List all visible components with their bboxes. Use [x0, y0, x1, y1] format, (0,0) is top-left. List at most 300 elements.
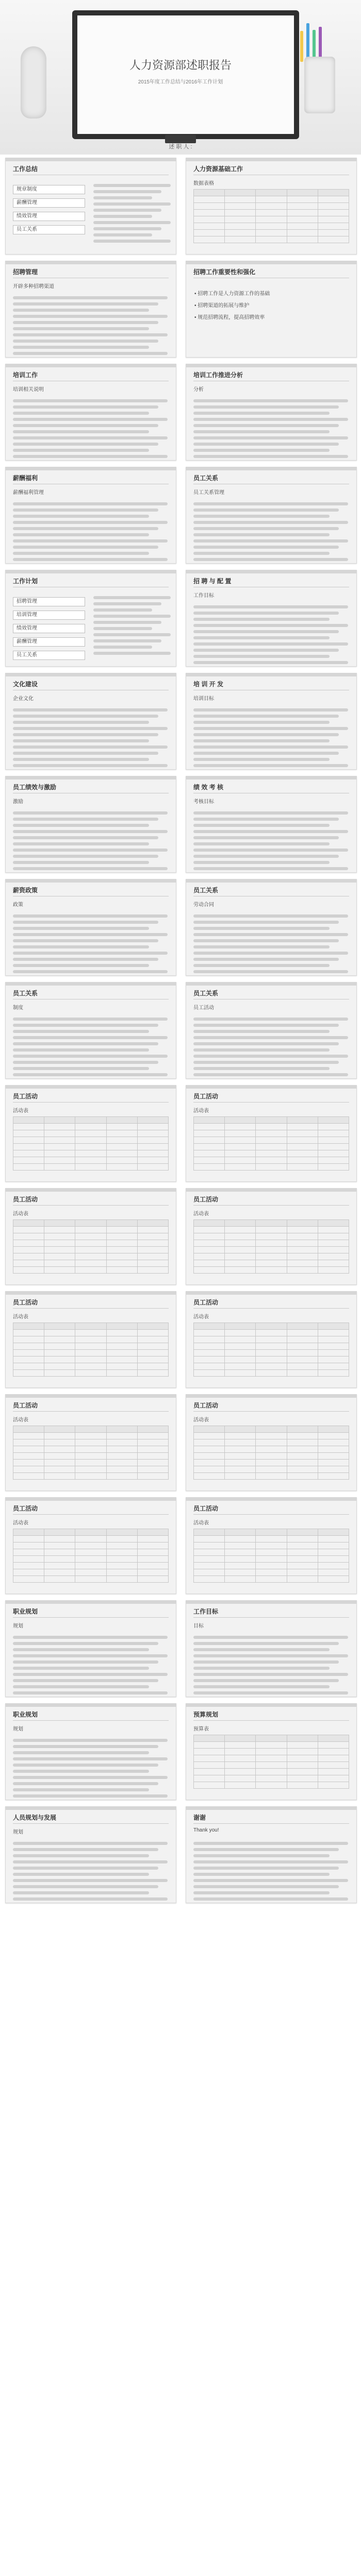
table-cell [225, 210, 256, 216]
table-cell [44, 1569, 75, 1576]
table-cell [318, 223, 349, 230]
table-cell [137, 1150, 168, 1157]
text-line [93, 627, 152, 630]
table-cell [194, 1556, 225, 1563]
table-cell [256, 1240, 287, 1247]
divider [13, 1823, 169, 1824]
table-cell [106, 1556, 137, 1563]
table-cell [318, 1563, 349, 1569]
slide-title: 文化建设 [13, 681, 38, 688]
table-cell [225, 1350, 256, 1357]
text-lines [193, 1014, 348, 1079]
text-line [193, 1848, 339, 1851]
text-line [13, 424, 158, 427]
table-cell [137, 1144, 168, 1150]
table-cell [137, 1370, 168, 1377]
table-cell [13, 1220, 44, 1227]
table-cell [318, 1357, 349, 1363]
table-row [194, 1563, 349, 1569]
slide-22 [186, 1188, 357, 1285]
divider [193, 1720, 349, 1721]
text-line [13, 449, 149, 452]
text-line [193, 939, 339, 942]
slide-28 [186, 1497, 357, 1594]
table-row [13, 1117, 169, 1124]
text-line [13, 455, 168, 458]
table-cell [225, 1569, 256, 1576]
table-cell [75, 1549, 106, 1556]
slide-top-band [6, 1601, 176, 1604]
text-line [193, 849, 348, 852]
table-cell [106, 1543, 137, 1549]
slide-top-band [186, 1189, 356, 1192]
slide-1 [5, 158, 176, 255]
text-line [13, 430, 149, 433]
slide-23 [5, 1291, 176, 1388]
text-line [13, 739, 149, 742]
table-cell [225, 1233, 256, 1240]
table-row [194, 1543, 349, 1549]
text-lines [93, 181, 171, 246]
table-cell [106, 1164, 137, 1171]
slide-29 [5, 1600, 176, 1697]
table-cell [13, 1466, 44, 1473]
table-row [13, 1446, 169, 1453]
slide-top-band [6, 261, 176, 264]
table-cell [44, 1150, 75, 1157]
table-cell [44, 1549, 75, 1556]
table-cell [44, 1124, 75, 1130]
text-lines [13, 499, 168, 564]
text-line [193, 642, 348, 646]
text-line [13, 1636, 168, 1639]
table-row [194, 1775, 349, 1782]
table-cell [194, 1350, 225, 1357]
slide-top-band [6, 1498, 176, 1501]
text-line [13, 1897, 168, 1901]
text-lines [193, 396, 348, 461]
text-line [193, 952, 348, 955]
table-cell [106, 1343, 137, 1350]
slide-17 [5, 982, 176, 1079]
table-cell [13, 1323, 44, 1330]
text-line [193, 649, 339, 652]
table-row [194, 1330, 349, 1336]
slide-subtitle: 工作目标 [193, 593, 214, 599]
table-cell [256, 1529, 287, 1536]
text-line [13, 302, 158, 306]
table-cell [137, 1323, 168, 1330]
table-cell [194, 1775, 225, 1782]
table-cell [256, 1749, 287, 1755]
text-line [193, 521, 348, 524]
table-cell [44, 1529, 75, 1536]
table-cell [287, 1569, 318, 1576]
table-cell [44, 1536, 75, 1543]
table-cell [75, 1576, 106, 1583]
data-table [13, 1219, 169, 1274]
table-row [194, 1529, 349, 1536]
table-cell [287, 1529, 318, 1536]
table-cell [318, 196, 349, 203]
table-cell [256, 1144, 287, 1150]
text-line [193, 733, 339, 736]
table-cell [225, 1330, 256, 1336]
table-cell [287, 1220, 318, 1227]
text-line [13, 811, 168, 815]
table-cell [106, 1466, 137, 1473]
table-cell [194, 1769, 225, 1775]
slide-24 [186, 1291, 357, 1388]
table-cell [287, 1357, 318, 1363]
slide-4 [186, 261, 357, 358]
table-cell [256, 1164, 287, 1171]
table-row [13, 1357, 169, 1363]
text-line [13, 1757, 168, 1760]
table-cell [318, 1473, 349, 1480]
table-cell [137, 1247, 168, 1253]
table-cell [225, 1769, 256, 1775]
table-cell [44, 1253, 75, 1260]
slide-title: 工作总结 [13, 165, 38, 173]
slide-title: 员工活动 [13, 1505, 38, 1512]
text-line [193, 509, 339, 512]
table-row [194, 1144, 349, 1150]
table-cell [225, 236, 256, 243]
slide-top-band [186, 982, 356, 986]
bullet-item: • 招聘渠道的拓展与维护 [194, 303, 250, 309]
monitor-frame [72, 10, 299, 139]
text-line [193, 1642, 339, 1645]
table-cell [106, 1439, 137, 1446]
slide-subtitle: 活动表 [193, 1314, 209, 1320]
table-cell [194, 1267, 225, 1274]
text-line [193, 1673, 348, 1676]
table-cell [13, 1569, 44, 1576]
text-line [93, 639, 161, 642]
text-line [13, 1679, 158, 1682]
slide-16 [186, 879, 357, 976]
text-line [13, 758, 149, 761]
table-cell [75, 1144, 106, 1150]
data-table [193, 1426, 349, 1480]
table-cell [318, 1247, 349, 1253]
table-cell [106, 1227, 137, 1233]
slide-title: 人员规划与发展 [13, 1814, 57, 1821]
text-line [193, 1885, 339, 1888]
table-cell [137, 1556, 168, 1563]
slide-31 [5, 1703, 176, 1800]
table-cell [75, 1529, 106, 1536]
table-cell [13, 1350, 44, 1357]
item-list [13, 181, 85, 239]
table-row [13, 1124, 169, 1130]
slide-top-band [6, 1086, 176, 1089]
table-cell [194, 1742, 225, 1749]
table-cell [106, 1357, 137, 1363]
text-line [193, 1073, 348, 1076]
text-line [13, 327, 149, 330]
table-row [194, 1576, 349, 1583]
table-cell [13, 1233, 44, 1240]
text-line [193, 964, 330, 967]
text-line [193, 958, 339, 961]
table-cell [287, 1267, 318, 1274]
table-cell [225, 1157, 256, 1164]
text-line [13, 752, 158, 755]
table-row [194, 1260, 349, 1267]
table-cell [106, 1137, 137, 1144]
table-cell [194, 1144, 225, 1150]
bullet-item: • 招聘工作是人力资源工作的基础 [194, 291, 270, 297]
slide-20 [186, 1085, 357, 1182]
table-cell [287, 1260, 318, 1267]
text-line [13, 945, 149, 948]
text-line [93, 615, 171, 618]
table-cell [13, 1460, 44, 1466]
divider [13, 1102, 169, 1103]
text-line [193, 624, 348, 627]
text-lines [93, 593, 171, 658]
slide-19 [5, 1085, 176, 1182]
table-cell [287, 1426, 318, 1433]
table-cell [194, 1439, 225, 1446]
table-row [13, 1556, 169, 1563]
table-cell [287, 1150, 318, 1157]
table-cell [106, 1240, 137, 1247]
text-line [13, 502, 168, 505]
text-line [13, 914, 168, 918]
table-cell [137, 1336, 168, 1343]
table-cell [75, 1124, 106, 1130]
table-cell [318, 1350, 349, 1357]
table-cell [194, 203, 225, 210]
table-cell [225, 1253, 256, 1260]
table-cell [287, 1343, 318, 1350]
table-row [194, 230, 349, 236]
table-cell [194, 1782, 225, 1789]
table-cell [75, 1569, 106, 1576]
text-line [13, 1654, 168, 1657]
table-cell [318, 1426, 349, 1433]
text-line [193, 811, 348, 815]
table-cell [44, 1220, 75, 1227]
table-cell [106, 1433, 137, 1439]
table-cell [75, 1240, 106, 1247]
text-lines [13, 1633, 168, 1697]
slide-13 [5, 776, 176, 873]
table-row [194, 1130, 349, 1137]
table-cell [225, 1543, 256, 1549]
slide-top-band [186, 1704, 356, 1707]
table-cell [194, 1336, 225, 1343]
table-row [194, 1370, 349, 1377]
text-line [193, 533, 330, 536]
table-cell [256, 1157, 287, 1164]
table-row [194, 1240, 349, 1247]
table-cell [194, 210, 225, 216]
table-cell [318, 1735, 349, 1742]
table-cell [225, 1426, 256, 1433]
table-cell [75, 1150, 106, 1157]
table-row [194, 1350, 349, 1357]
slide-top-band [6, 1189, 176, 1192]
table-cell [13, 1426, 44, 1433]
table-cell [225, 1227, 256, 1233]
table-cell [106, 1336, 137, 1343]
table-cell [194, 1460, 225, 1466]
text-line [13, 527, 158, 530]
text-lines [193, 499, 348, 564]
text-line [193, 927, 330, 930]
table-cell [318, 230, 349, 236]
table-cell [287, 1227, 318, 1233]
text-line [13, 321, 158, 324]
table-cell [318, 1556, 349, 1563]
table-cell [256, 1563, 287, 1569]
table-row [13, 1150, 169, 1157]
table-row [194, 1460, 349, 1466]
table-cell [194, 1220, 225, 1227]
text-line [13, 1860, 168, 1863]
table-cell [44, 1233, 75, 1240]
table-cell [13, 1439, 44, 1446]
text-line [193, 970, 348, 973]
slide-top-band [186, 261, 356, 264]
text-line [13, 1061, 158, 1064]
table-cell [318, 1240, 349, 1247]
table-cell [106, 1350, 137, 1357]
text-lines [13, 1014, 168, 1079]
table-cell [225, 1536, 256, 1543]
text-line [13, 958, 158, 961]
text-line [193, 715, 339, 718]
table-cell [225, 1137, 256, 1144]
pen-holder-illustration [304, 57, 335, 113]
table-cell [287, 1755, 318, 1762]
slide-12 [186, 673, 357, 770]
table-cell [318, 1323, 349, 1330]
text-line [193, 612, 339, 615]
table-cell [75, 1543, 106, 1549]
table-cell [137, 1227, 168, 1233]
table-cell [106, 1363, 137, 1370]
slide-title: 职业规划 [13, 1608, 38, 1615]
slide-top-band [186, 776, 356, 779]
table-cell [13, 1363, 44, 1370]
text-line [13, 521, 168, 524]
text-line [13, 1770, 149, 1773]
text-line [193, 861, 330, 864]
table-cell [287, 1749, 318, 1755]
text-line [193, 1867, 339, 1870]
table-cell [287, 1446, 318, 1453]
divider [193, 1514, 349, 1515]
table-cell [75, 1439, 106, 1446]
table-cell [44, 1543, 75, 1549]
table-cell [287, 1350, 318, 1357]
table-row [13, 1529, 169, 1536]
slide-title: 员工活动 [193, 1196, 219, 1203]
table-cell [44, 1563, 75, 1569]
text-line [193, 824, 330, 827]
table-cell [75, 1267, 106, 1274]
text-line [193, 1685, 330, 1688]
table-cell [225, 1343, 256, 1350]
cover [0, 0, 361, 155]
slide-top-band [186, 879, 356, 883]
table-cell [194, 1426, 225, 1433]
table-cell [75, 1466, 106, 1473]
table-cell [137, 1536, 168, 1543]
table-cell [137, 1130, 168, 1137]
text-line [193, 1042, 339, 1045]
data-table [13, 1426, 169, 1480]
slide-subtitle: 员工活动 [193, 1005, 214, 1011]
table-row [194, 236, 349, 243]
table-row [13, 1323, 169, 1330]
text-line [193, 1654, 348, 1657]
text-line [193, 818, 339, 821]
slide-subtitle: 活动表 [13, 1108, 28, 1114]
table-cell [225, 1247, 256, 1253]
table-cell [75, 1137, 106, 1144]
table-cell [256, 1370, 287, 1377]
table-cell [137, 1343, 168, 1350]
table-cell [256, 1446, 287, 1453]
text-line [193, 764, 348, 767]
table-cell [256, 1150, 287, 1157]
table-cell [137, 1363, 168, 1370]
data-table [193, 1735, 349, 1789]
table-cell [137, 1529, 168, 1536]
table-cell [137, 1543, 168, 1549]
table-row [194, 1227, 349, 1233]
text-line [13, 1739, 168, 1742]
text-line [193, 1891, 330, 1894]
table-cell [44, 1267, 75, 1274]
table-cell [318, 1233, 349, 1240]
table-row [194, 1267, 349, 1274]
table-cell [75, 1363, 106, 1370]
text-line [193, 836, 339, 839]
table-cell [256, 1350, 287, 1357]
text-line [13, 1667, 149, 1670]
slide-title: 预算规划 [193, 1711, 219, 1718]
slide-top-band [186, 1807, 356, 1810]
table-cell [256, 1267, 287, 1274]
table-row [194, 1124, 349, 1130]
text-line [13, 927, 149, 930]
list-item: 规章制度 [13, 185, 85, 194]
table-cell [318, 1260, 349, 1267]
table-cell [318, 1549, 349, 1556]
table-cell [194, 1343, 225, 1350]
table-cell [75, 1446, 106, 1453]
text-line [13, 1842, 168, 1845]
slide-top-band [6, 673, 176, 676]
table-row [13, 1247, 169, 1253]
table-cell [225, 1220, 256, 1227]
table-cell [287, 1240, 318, 1247]
table-cell [13, 1330, 44, 1336]
slide-subtitle: 培训相关说明 [13, 387, 44, 393]
table-cell [44, 1130, 75, 1137]
table-cell [106, 1529, 137, 1536]
text-line [193, 1667, 330, 1670]
divider [13, 1617, 169, 1618]
table-cell [287, 1137, 318, 1144]
